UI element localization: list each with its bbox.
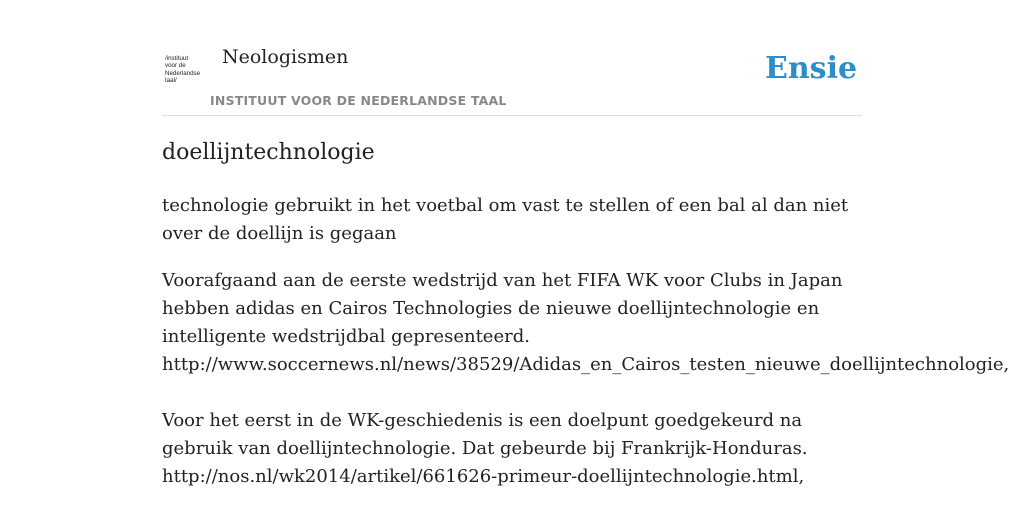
ensie-logo[interactable]: Ensie bbox=[765, 51, 858, 86]
logo-line: taal/ bbox=[165, 77, 177, 85]
example-text: Voorafgaand aan de eerste wedstrijd van het FIFA WK voor Clubs in Japan hebben adidas en Cairos Technologies de nieuwe doellijntechnologie en intelligente wedstrijdbal gepresenteerd. bbox=[162, 270, 843, 347]
example-item bbox=[162, 407, 982, 491]
institute-logo[interactable] bbox=[165, 55, 209, 91]
brand-link[interactable]: Neologismen bbox=[222, 46, 349, 68]
example-spacer bbox=[162, 379, 982, 407]
logo-line: voor de bbox=[165, 62, 186, 70]
example-item bbox=[162, 267, 1010, 379]
logo-line: /instituut bbox=[165, 55, 189, 62]
example-source-link[interactable]: http://nos.nl/wk2014/artikel/661626-primeur-doellijntechnologie.html, bbox=[162, 466, 805, 487]
header-divider bbox=[162, 115, 862, 116]
example-text: Voor het eerst in de WK-geschiedenis is een doelpunt goedgekeurd na gebruik van doellijntechnologie. Dat gebeurde bij Frankrijk-Honduras. bbox=[162, 410, 808, 459]
example-source-link[interactable]: http://www.soccernews.nl/news/38529/Adidas_en_Cairos_testen_nieuwe_doellijntechnologie, bbox=[162, 354, 1010, 375]
organization-name: INSTITUUT VOOR DE NEDERLANDSE TAAL bbox=[210, 93, 507, 108]
entry-definition: technologie gebruikt in het voetbal om vast te stellen of een bal al dan niet over de doellijn is gegaan bbox=[162, 195, 849, 244]
logo-line: Nederlandse bbox=[165, 69, 201, 77]
entry-term: doellijntechnologie bbox=[162, 140, 375, 165]
examples-section bbox=[162, 267, 1010, 491]
